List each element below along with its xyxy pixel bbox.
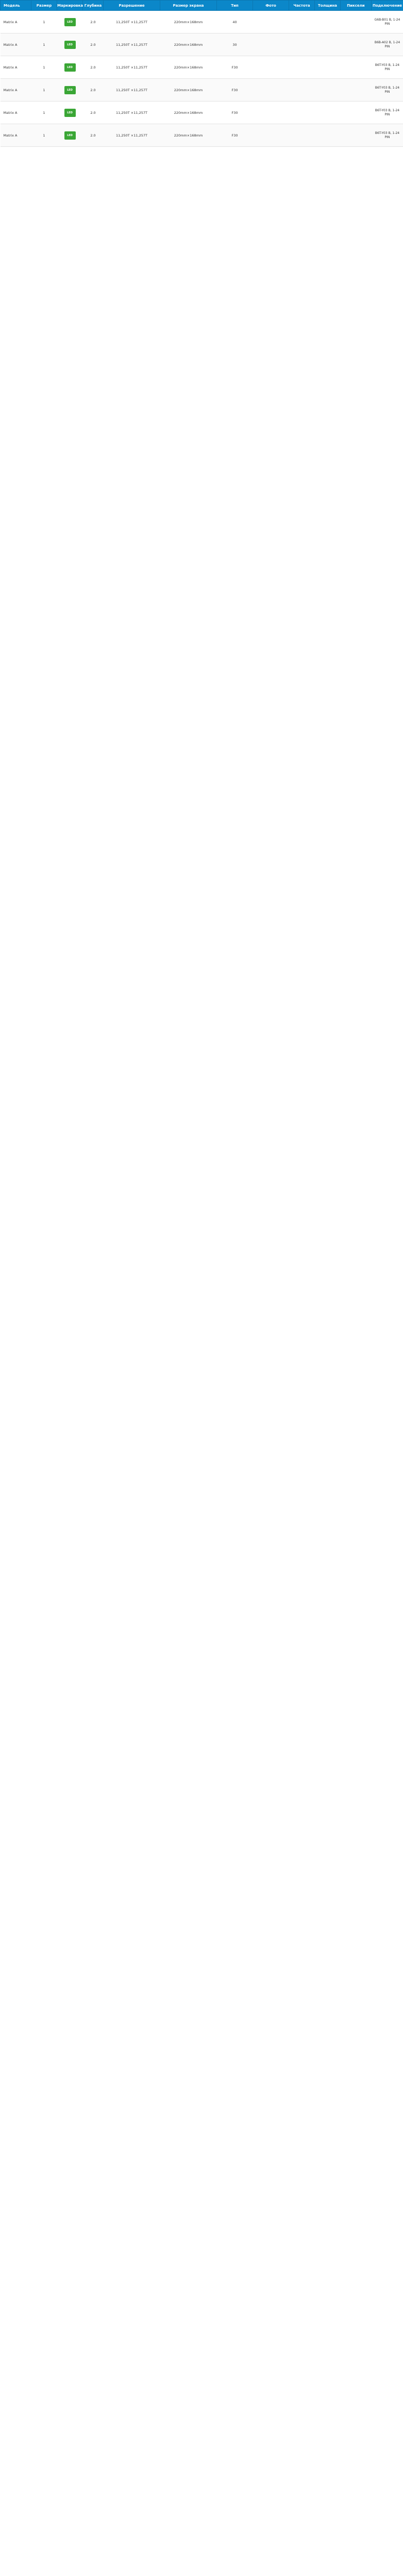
header-row bbox=[1, 1, 403, 11]
cell-type: F30 bbox=[217, 79, 253, 101]
cell-model: Matrix A bbox=[1, 33, 31, 56]
table-row bbox=[1, 101, 403, 124]
cell-empty bbox=[315, 11, 341, 33]
cell-model: Matrix A bbox=[1, 11, 31, 33]
cell-resolution: 11,250T ×11,257T bbox=[104, 56, 160, 79]
cell-empty bbox=[341, 79, 372, 101]
cell-depth: 2.0 bbox=[83, 56, 104, 79]
cell-size: 1 bbox=[31, 11, 57, 33]
cell-empty bbox=[253, 101, 289, 124]
table-row bbox=[1, 56, 403, 79]
col-header: Размер bbox=[31, 1, 57, 11]
cell-size: 1 bbox=[31, 124, 57, 147]
table-row bbox=[1, 33, 403, 56]
cell-dimensions: 220mm×168mm bbox=[160, 33, 217, 56]
cell-type: F30 bbox=[217, 56, 253, 79]
cell-depth: 2.0 bbox=[83, 124, 104, 147]
cell-empty bbox=[341, 101, 372, 124]
cell-model: Matrix A bbox=[1, 79, 31, 101]
col-header: Размер экрана bbox=[160, 1, 217, 11]
page bbox=[0, 0, 403, 147]
cell-empty bbox=[341, 56, 372, 79]
col-header: Фото bbox=[253, 1, 289, 11]
cell-note: B6B-A02 B, 1-24 PIN bbox=[372, 33, 403, 56]
cell-empty bbox=[289, 101, 315, 124]
cell-empty bbox=[341, 11, 372, 33]
status-badge: LED bbox=[64, 63, 76, 72]
status-badge: LED bbox=[64, 86, 76, 94]
table-row bbox=[1, 124, 403, 147]
col-header: Толщина bbox=[315, 1, 341, 11]
status-badge: LED bbox=[64, 131, 76, 140]
status-badge: LED bbox=[64, 18, 76, 26]
cell-empty bbox=[289, 56, 315, 79]
cell-depth: 2.0 bbox=[83, 79, 104, 101]
col-header: Частота bbox=[289, 1, 315, 11]
cell-note: B6T-Y03 B, 1-24 PIN bbox=[372, 79, 403, 101]
cell-empty bbox=[289, 124, 315, 147]
cell-empty bbox=[315, 124, 341, 147]
cell-resolution: 11,250T ×11,257T bbox=[104, 11, 160, 33]
cell-type: F30 bbox=[217, 101, 253, 124]
status-badge: LED bbox=[64, 109, 76, 117]
cell-type: 40 bbox=[217, 11, 253, 33]
cell-size: 1 bbox=[31, 101, 57, 124]
cell-empty bbox=[253, 33, 289, 56]
cell-empty bbox=[315, 79, 341, 101]
spec-table bbox=[0, 0, 403, 147]
cell-note: B6T-Y03 B, 1-24 PIN bbox=[372, 56, 403, 79]
cell-empty bbox=[253, 79, 289, 101]
status-badge: LED bbox=[64, 41, 76, 49]
cell-badge bbox=[57, 33, 83, 56]
cell-empty bbox=[253, 11, 289, 33]
cell-type: 30 bbox=[217, 33, 253, 56]
cell-empty bbox=[315, 33, 341, 56]
col-header: Модель bbox=[1, 1, 31, 11]
cell-empty bbox=[289, 79, 315, 101]
cell-resolution: 11,250T ×11,257T bbox=[104, 33, 160, 56]
cell-note: G6B-B01 B, 1-24 PIN bbox=[372, 11, 403, 33]
cell-badge bbox=[57, 56, 83, 79]
cell-badge bbox=[57, 124, 83, 147]
cell-depth: 2.0 bbox=[83, 33, 104, 56]
cell-size: 1 bbox=[31, 79, 57, 101]
cell-resolution: 11,250T ×11,257T bbox=[104, 79, 160, 101]
cell-depth: 2.0 bbox=[83, 101, 104, 124]
cell-note: B6T-Y03 B, 1-24 PIN bbox=[372, 101, 403, 124]
cell-badge bbox=[57, 11, 83, 33]
col-header: Глубина bbox=[83, 1, 104, 11]
cell-resolution: 11,250T ×11,257T bbox=[104, 124, 160, 147]
cell-empty bbox=[341, 124, 372, 147]
cell-model: Matrix A bbox=[1, 101, 31, 124]
cell-dimensions: 220mm×168mm bbox=[160, 79, 217, 101]
cell-resolution: 11,250T ×11,257T bbox=[104, 101, 160, 124]
col-header: Пиксели bbox=[341, 1, 372, 11]
cell-badge bbox=[57, 101, 83, 124]
cell-empty bbox=[341, 33, 372, 56]
cell-dimensions: 220mm×168mm bbox=[160, 56, 217, 79]
table-row bbox=[1, 11, 403, 33]
cell-model: Matrix A bbox=[1, 56, 31, 79]
cell-dimensions: 220mm×168mm bbox=[160, 101, 217, 124]
col-header: Маркировка bbox=[57, 1, 83, 11]
cell-empty bbox=[289, 11, 315, 33]
cell-empty bbox=[315, 101, 341, 124]
col-header: Подключение bbox=[372, 1, 403, 11]
cell-badge bbox=[57, 79, 83, 101]
cell-size: 1 bbox=[31, 33, 57, 56]
table-row bbox=[1, 79, 403, 101]
col-header: Тип bbox=[217, 1, 253, 11]
cell-empty bbox=[253, 124, 289, 147]
cell-empty bbox=[289, 33, 315, 56]
cell-empty bbox=[253, 56, 289, 79]
cell-note: B6T-Y03 B, 1-24 PIN bbox=[372, 124, 403, 147]
cell-depth: 2.0 bbox=[83, 11, 104, 33]
cell-size: 1 bbox=[31, 56, 57, 79]
cell-dimensions: 220mm×168mm bbox=[160, 11, 217, 33]
col-header: Разрешение bbox=[104, 1, 160, 11]
cell-model: Matrix A bbox=[1, 124, 31, 147]
cell-dimensions: 220mm×168mm bbox=[160, 124, 217, 147]
cell-type: F30 bbox=[217, 124, 253, 147]
table-body bbox=[1, 11, 403, 147]
cell-empty bbox=[315, 56, 341, 79]
